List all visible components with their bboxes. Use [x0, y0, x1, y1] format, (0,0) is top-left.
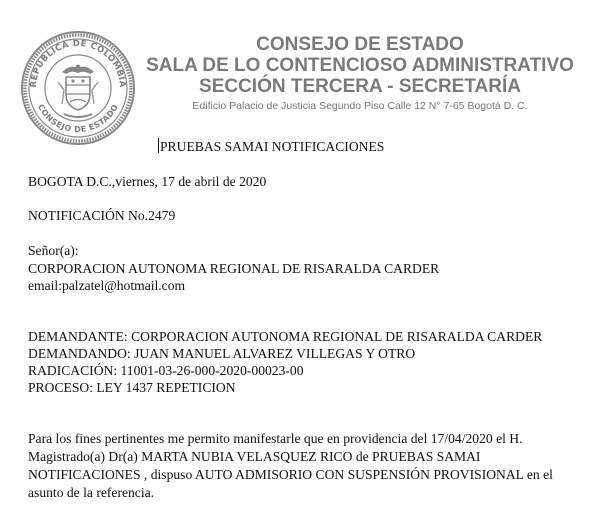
salutation: Señor(a):: [28, 243, 79, 258]
recipient-email: email:palzatel@hotmail.com: [28, 278, 186, 293]
demandante-line: DEMANDANTE: CORPORACION AUTONOMA REGIONAL DE RISARALDA CARDER: [28, 329, 543, 344]
recipient-name: CORPORACION AUTONOMA REGIONAL DE RISARALDA CARDER: [28, 261, 440, 276]
date-line: BOGOTA D.C.,viernes, 17 de abril de 2020: [28, 174, 267, 189]
institution-address: Edificio Palacio de Justicia Segundo Piso Calle 12 N° 7-65 Bogotá D. C.: [192, 100, 528, 112]
chamber-name: SALA DE LO CONTENCIOSO ADMINISTRATIVO: [146, 55, 574, 76]
text-cursor: [158, 138, 159, 153]
section-name: SECCIÓN TERCERA - SECRETARÍA: [199, 76, 521, 97]
seal-top-text: REPÚBLICA DE COLOMBIA: [28, 38, 128, 89]
institution-name: CONSEJO DE ESTADO: [256, 34, 464, 55]
demandando-line: DEMANDANDO: JUAN MANUEL ALVAREZ VILLEGAS Y OTRO: [28, 346, 416, 361]
svg-text:CONSEJO DE ESTADO: [36, 103, 120, 134]
subject-text: PRUEBAS SAMAI NOTIFICACIONES: [160, 139, 385, 154]
proceso-line: PROCESO: LEY 1437 REPETICION: [28, 380, 236, 395]
seal-bottom-text: CONSEJO DE ESTADO: [36, 102, 120, 135]
radicacion-line: RADICACIÓN: 11001-03-26-000-2020-00023-00: [28, 363, 304, 378]
republic-seal-logo: [20, 30, 136, 146]
subject-line: [158, 138, 384, 156]
notification-paragraph: Para los fines pertinentes me permito manifestarle que en providencia del 17/04/2020 el H. Magistrado(a) Dr(a) MARTA NUBIA VELASQUEZ RICO de PRUEBAS SAMAI NOTIFICACIONES , dispuso AUTO ADMISORIO CON SUSPENSIÓN PROVISIONAL en el asunto de la referencia.: [28, 431, 553, 500]
notification-number: NOTIFICACIÓN No.2479: [28, 208, 176, 223]
letterhead: [140, 34, 580, 114]
